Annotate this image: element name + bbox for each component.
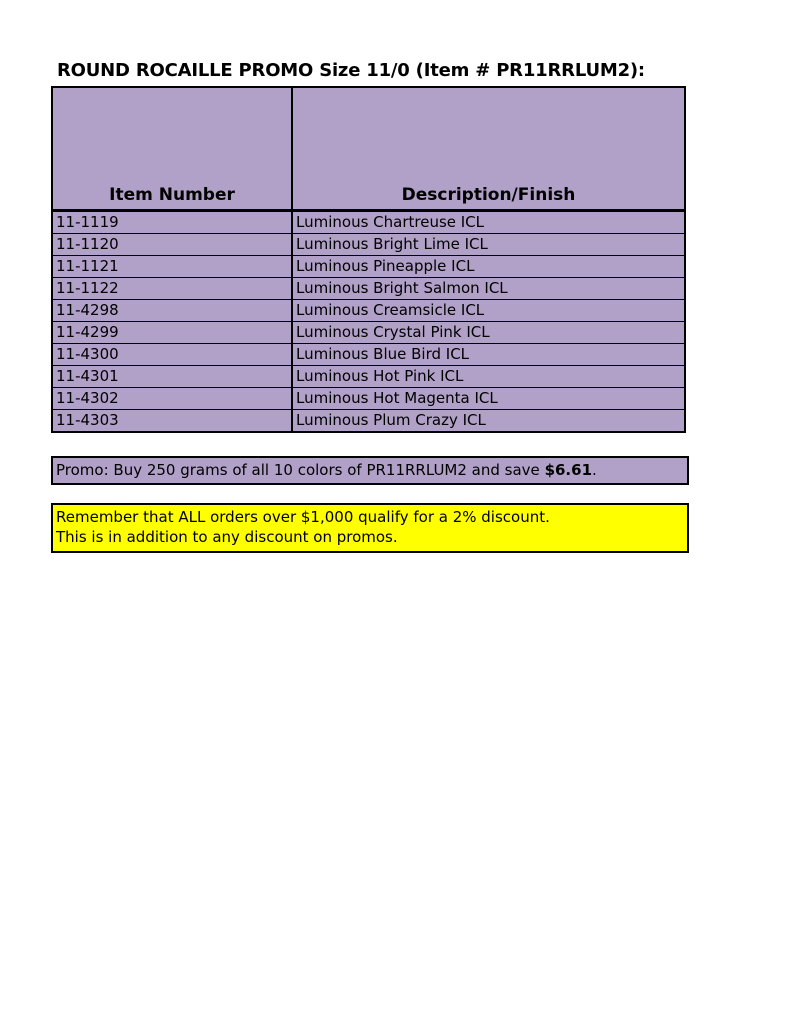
notice-line-1: Remember that ALL orders over $1,000 qualify for a 2% discount.: [56, 508, 550, 526]
table-row: [52, 278, 685, 300]
promo-text: Promo: Buy 250 grams of all 10 colors of PR11RRLUM2 and save: [56, 461, 545, 479]
cell-item-number: 11-4300: [52, 344, 292, 366]
cell-item-number: 11-1122: [52, 278, 292, 300]
cell-item-number: 11-4302: [52, 388, 292, 410]
cell-description: Luminous Crystal Pink ICL: [292, 322, 685, 344]
table-row: [52, 322, 685, 344]
table-row: [52, 256, 685, 278]
cell-description: Luminous Bright Lime ICL: [292, 234, 685, 256]
cell-description: Luminous Chartreuse ICL: [292, 211, 685, 234]
cell-item-number: 11-1120: [52, 234, 292, 256]
items-table: [51, 86, 686, 433]
page-title: ROUND ROCAILLE PROMO Size 11/0 (Item # PR11RRLUM2):: [57, 60, 645, 81]
header-description: Description/Finish: [292, 87, 685, 211]
table-row: [52, 234, 685, 256]
header-item-number: Item Number: [52, 87, 292, 211]
cell-item-number: 11-4301: [52, 366, 292, 388]
cell-description: Luminous Hot Pink ICL: [292, 366, 685, 388]
table-row: [52, 366, 685, 388]
promo-savings-amount: $6.61: [544, 461, 593, 479]
cell-description: Luminous Pineapple ICL: [292, 256, 685, 278]
cell-item-number: 11-4303: [52, 410, 292, 433]
table-header-row: [52, 87, 685, 211]
table-row: [52, 211, 685, 234]
notice-line-2: This is in addition to any discount on promos.: [56, 528, 398, 546]
table-row: [52, 300, 685, 322]
cell-item-number: 11-1119: [52, 211, 292, 234]
cell-item-number: 11-1121: [52, 256, 292, 278]
discount-notice: [51, 503, 689, 553]
promo-box: [51, 456, 689, 485]
cell-description: Luminous Plum Crazy ICL: [292, 410, 685, 433]
cell-description: Luminous Hot Magenta ICL: [292, 388, 685, 410]
table-row: [52, 388, 685, 410]
cell-description: Luminous Blue Bird ICL: [292, 344, 685, 366]
promo-suffix: .: [592, 461, 597, 479]
cell-description: Luminous Bright Salmon ICL: [292, 278, 685, 300]
cell-item-number: 11-4299: [52, 322, 292, 344]
cell-item-number: 11-4298: [52, 300, 292, 322]
cell-description: Luminous Creamsicle ICL: [292, 300, 685, 322]
table-row: [52, 344, 685, 366]
table-row: [52, 410, 685, 433]
